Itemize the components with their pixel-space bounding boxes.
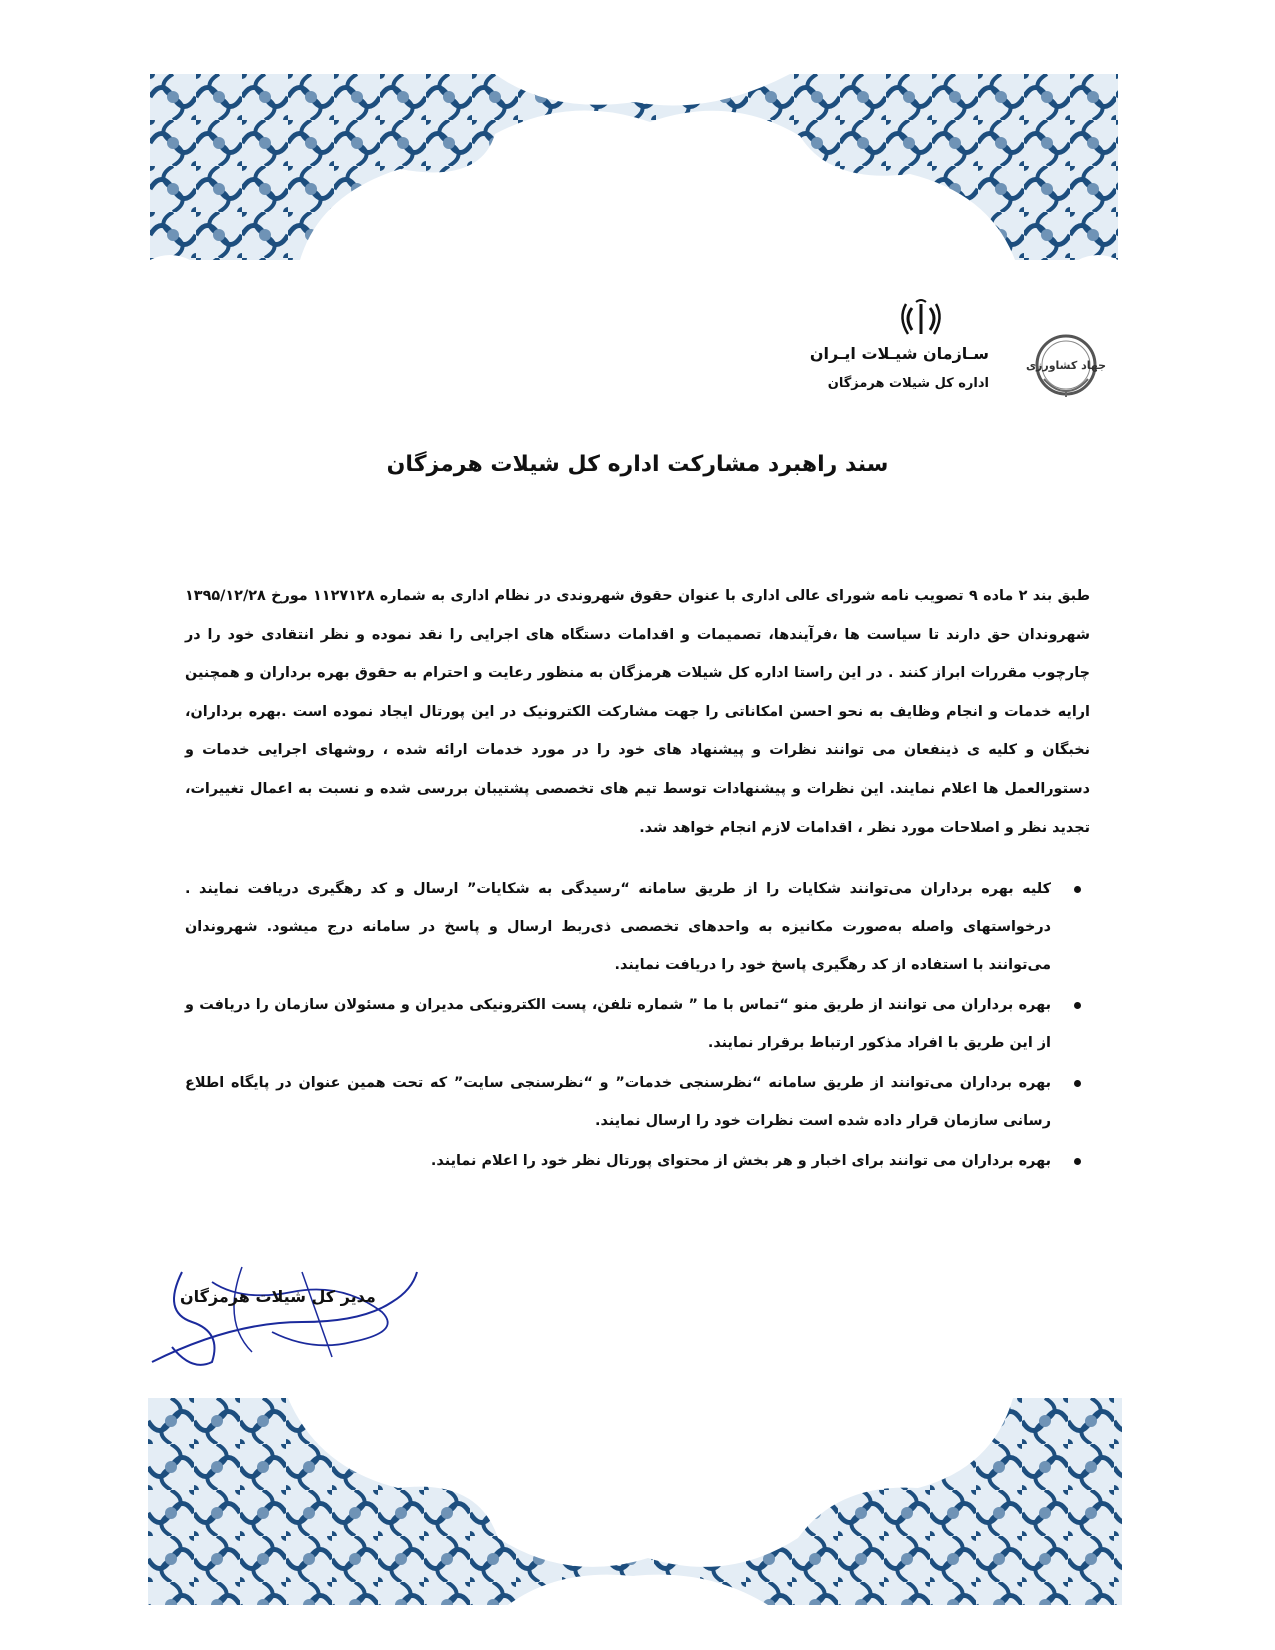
list-item (185, 870, 1051, 984)
top-decorative-band (150, 74, 1118, 260)
document-title: سند راهبرد مشارکت اداره کل شیلات هرمزگان (386, 452, 889, 477)
list-item-text: کلیه بهره برداران می‌توانند شکایات را از طریق سامانه “رسیدگی به شکایات” ارسال و کد رهگیری دریافت نمایند . درخواستهای واصله به‌صورت مکانیزه به واحدهای تخصصی ذی‌ربط ارسال و پاسخ در سامانه درج میشود. شهروندان می‌توانند با استفاده از کد رهگیری پاسخ خود را دریافت نمایند. (185, 881, 1051, 973)
org-name: سـازمان شیـلات ایـران (809, 344, 989, 363)
list-item (185, 1142, 1051, 1180)
list-item (185, 986, 1051, 1062)
intro-paragraph: طبق بند ۲ ماده ۹ تصویب نامه شورای عالی اداری با عنوان حقوق شهروندی در نظام اداری به شماره ۱۱۲۷۱۲۸ مورخ ۱۳۹۵/۱۲/۲۸ شهروندان حق دارند تا سیاست ها ،فرآیندها، تصمیمات و اقدامات دستگاه های اجرایی را نقد نموده و نظر انتقادی خود را در چارچوب مقررات ابراز کنند . در این راستا اداره کل شیلات هرمزگان به منظور رعایت و احترام به حقوق بهره برداران و همچنین ارایه خدمات و انجام وظایف به نحو احسن امکاناتی را جهت مشارکت الکترونیک در این پورتال ایجاد نموده است .بهره برداران، نخبگان و کلیه ی ذینفعان می توانند نظرات و پیشنهاد های خود را در مورد خدمات ارائه شده ، روشهای اجرایی خدمات و دستورالعمل ها اعلام نمایند. این نظرات و پیشنهادات توسط تیم های تخصصی پشتیبان بررسی شده و نسبت به اعمال تغییرات، تجدید نظر و اصلاحات مورد نظر ، اقدامات لازم انجام خواهد شد. (185, 588, 1091, 836)
iran-emblem-icon (898, 300, 944, 340)
list-item-text: بهره برداران می توانند برای اخبار و هر بخش از محتوای پورتال نظر خود را اعلام نمایند. (430, 1153, 1051, 1169)
bullet-icon (1074, 1002, 1081, 1009)
list-item-text: بهره برداران می توانند از طریق منو “تماس با ما ” شماره تلفن، پست الکترونیکی مدیران و مسئولان سازمان را دریافت و از این طریق با افراد مذکور ارتباط برقرار نمایند. (185, 997, 1051, 1051)
list-item-text: بهره برداران می‌توانند از طریق سامانه “نظرسنجی خدمات” و “نظرسنجی سایت” که تحت همین عنوان در پایگاه اطلاع رسانی سازمان قرار داده شده است نظرات خود را ارسال نمایند. (185, 1075, 1051, 1129)
bullet-icon (1074, 886, 1081, 893)
bullet-icon (1074, 1158, 1081, 1165)
bottom-decorative-band (148, 1398, 1122, 1605)
arabesque-pattern-bottom (148, 1398, 1122, 1605)
bullet-list (185, 870, 1081, 1180)
handwritten-signature (152, 1262, 422, 1372)
org-subtitle: اداره کل شیلات هرمزگان (827, 376, 989, 391)
logo-text: جهاد کشاورزی (1025, 359, 1107, 372)
list-item (185, 1064, 1051, 1140)
jahad-keshavarzi-logo (1025, 333, 1107, 399)
arabesque-pattern-top (150, 74, 1118, 260)
bullet-icon (1074, 1080, 1081, 1087)
signer-title: مدیر کل شیلات هرمزگان (180, 1287, 376, 1306)
